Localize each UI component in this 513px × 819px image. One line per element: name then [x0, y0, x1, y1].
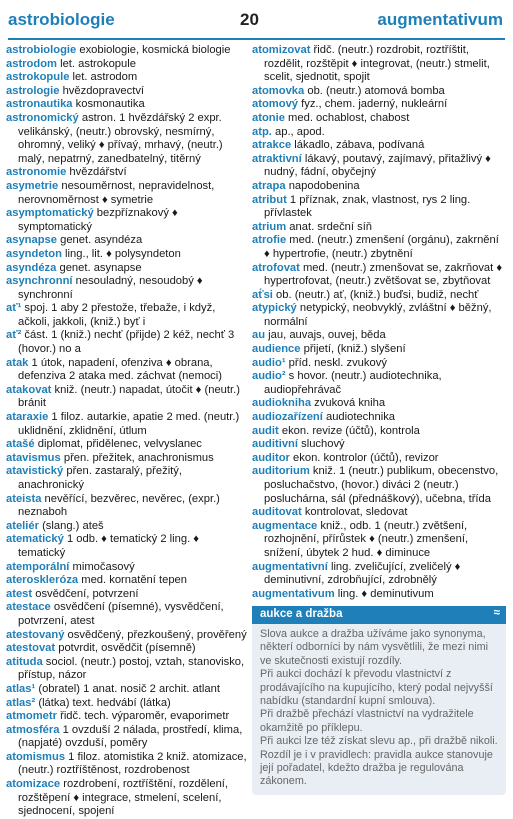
- dictionary-entry: [252, 370, 506, 397]
- dictionary-entry: [6, 724, 248, 751]
- entry-headword: auditovat: [252, 506, 302, 519]
- entry-definition: ekon. revize (účtů), kontrola: [278, 424, 420, 437]
- entry-headword: atemporální: [6, 560, 70, 573]
- dictionary-entry: [252, 221, 506, 235]
- entry-headword: augmentativní: [252, 560, 328, 573]
- entry-definition: spoj. 1 aby 2 přestože, třebaže, i když, ačkoli, jakkoli, (kniž.) byť i: [18, 302, 216, 328]
- dictionary-entry: [252, 44, 506, 85]
- entry-definition: let. astrodom: [69, 71, 138, 84]
- usage-note-paragraph: Při dražbě přechází vlastnictví na vydražitele okamžitě po příklepu.: [260, 708, 474, 734]
- dictionary-entry: [252, 85, 506, 99]
- entry-definition: mimočasový: [69, 560, 135, 573]
- entry-definition: genet. asynapse: [56, 261, 142, 274]
- dictionary-entry: [6, 574, 248, 588]
- entry-headword: auditor: [252, 451, 290, 464]
- dictionary-entry: [6, 778, 248, 819]
- usage-note-title: [252, 606, 506, 624]
- dictionary-entry: [252, 452, 506, 466]
- dictionary-entry: [252, 329, 506, 343]
- dictionary-entry: [6, 302, 248, 329]
- entry-headword: audience: [252, 343, 301, 356]
- dictionary-entry: [252, 425, 506, 439]
- dictionary-entry: [6, 493, 248, 520]
- dictionary-entry: [6, 166, 248, 180]
- entry-definition: let. astrokopule: [56, 57, 136, 70]
- entry-definition: diplomat, přidělenec, velvyslanec: [34, 438, 202, 451]
- entry-headword: atrium: [252, 220, 287, 233]
- entry-headword: asymetrie: [6, 179, 59, 192]
- entry-definition: osvědčení (písemné), vysvědčení, potvrzení, atest: [18, 601, 224, 627]
- entry-definition: genet. asyndéza: [57, 234, 143, 247]
- entry-definition: přen. zastaralý, přežitý, anachronický: [18, 465, 182, 491]
- dictionary-entry: [252, 139, 506, 153]
- dictionary-entry: [6, 588, 248, 602]
- entry-definition: (slang.) ateš: [38, 519, 104, 532]
- entry-definition: nesouměrnost, nepravidelnost, nerovnoměrnost ♦ symetrie: [18, 179, 215, 206]
- dictionary-entry: [252, 465, 506, 506]
- page-number: 20: [240, 10, 259, 29]
- approx-icon: ≈: [493, 607, 500, 620]
- usage-note-title-text: aukce a dražba: [260, 608, 343, 621]
- entry-headword: asyndeton: [6, 247, 62, 260]
- entry-definition: zvuková kniha: [311, 397, 386, 410]
- entry-definition: kosmonautika: [72, 98, 145, 111]
- dictionary-entry: [6, 85, 248, 99]
- dictionary-entry: [6, 71, 248, 85]
- entry-definition: fyz., chem. jaderný, nukleární: [298, 98, 448, 111]
- entry-headword: atestovaný: [6, 628, 65, 641]
- dictionary-entry: [252, 262, 506, 289]
- entry-definition: lákavý, poutavý, zajímavý, přitažlivý ♦ nudný, fádní, obyčejný: [264, 152, 491, 179]
- entry-headword: atrakce: [252, 139, 292, 152]
- entry-headword: asynchronní: [6, 275, 73, 288]
- entry-definition: ob. (neutr.) ať, (kniž.) buďsi, budiž, nechť: [272, 288, 479, 301]
- dictionary-entry: [252, 357, 506, 371]
- entry-headword: auditivní: [252, 438, 298, 451]
- dictionary-entry: [252, 112, 506, 126]
- entry-definition: kniž., odb. 1 (neutr.) zvětšení, rozhojnění, přírůstek ♦ (neutr.) zmenšení, snížení, úbytek 2 hud. ♦ diminuce: [264, 519, 469, 559]
- entry-definition: řidč. (neutr.) rozdrobit, roztříštit, rozdělit, rozštěpit ♦ integrovat, (neutr.) stmelit, scelit, sjednotit, spojit: [264, 44, 490, 84]
- dictionary-entry: [6, 465, 248, 492]
- entry-headword: atavistický: [6, 465, 64, 478]
- entry-definition: hvězdářství: [66, 166, 127, 179]
- entry-definition: sociol. (neutr.) postoj, vztah, stanovisko, přístup, názor: [18, 655, 245, 682]
- dictionary-entry: [6, 357, 248, 384]
- dictionary-entry: [6, 751, 248, 778]
- entry-definition: příd. neskl. zvukový: [285, 356, 387, 369]
- entry-definition: ling., lit. ♦ polysyndeton: [61, 247, 181, 260]
- entry-headword: audiokniha: [252, 397, 312, 410]
- dictionary-entry: [252, 411, 506, 425]
- entry-headword: audio²: [252, 370, 286, 383]
- entry-headword: astronautika: [6, 98, 73, 111]
- dictionary-entry: [6, 234, 248, 248]
- dictionary-entry: [252, 561, 506, 588]
- dictionary-entry: [6, 629, 248, 643]
- dictionary-entry: [6, 112, 248, 166]
- dictionary-entry: [6, 262, 248, 276]
- dictionary-entry: [6, 384, 248, 411]
- dictionary-entry: [252, 588, 506, 602]
- entry-definition: bezpříznakový ♦ symptomatický: [18, 207, 178, 233]
- dictionary-entry: [6, 411, 248, 438]
- entry-headword: atakovat: [6, 383, 52, 396]
- entry-definition: potvrdit, osvědčit (písemně): [55, 642, 196, 655]
- dictionary-entry: [6, 329, 248, 356]
- entry-definition: kniž. 1 (neutr.) publikum, obecenstvo, posluchačstvo, (hovor.) diváci 2 (neutr.) posluchárna, sál (přednáškový), učebna, třída: [264, 465, 499, 505]
- entry-headword: atak: [6, 356, 29, 369]
- entry-definition: ekon. kontrolor (účtů), revizor: [289, 451, 439, 464]
- entry-definition: (obratel) 1 anat. nosič 2 archit. atlant: [35, 682, 220, 695]
- entry-headword: astronomický: [6, 111, 79, 124]
- entry-definition: 1 filoz. autarkie, apatie 2 med. (neutr.) uklidnění, zklidnění, útlum: [18, 411, 240, 437]
- entry-headword: atypický: [252, 302, 297, 315]
- entry-headword: atomismus: [6, 750, 66, 763]
- entry-headword: atrapa: [252, 179, 286, 192]
- entry-definition: med. (neutr.) zmenšení (orgánu), zakrnění ♦ hypertrofie, (neutr.) zbytnění: [264, 234, 499, 260]
- entry-headword: atest: [6, 587, 33, 600]
- dictionary-entry: [252, 289, 506, 303]
- header-last-headword: augmentativum: [377, 10, 503, 29]
- entry-headword: atraktivní: [252, 152, 302, 165]
- entry-headword: atmometr: [6, 710, 57, 723]
- entry-definition: hvězdopravectví: [59, 84, 145, 97]
- entry-definition: ob. (neutr.) atomová bomba: [304, 84, 445, 97]
- entry-headword: ať²: [6, 329, 22, 342]
- entry-definition: rozdrobení, roztříštění, rozdělení, rozštěpení ♦ integrace, stmelení, scelení, sjednocení, spojení: [18, 778, 229, 818]
- entry-definition: nevěřící, bezvěrec, nevěrec, (expr.) neznaboh: [18, 492, 220, 519]
- dictionary-entry: [252, 98, 506, 112]
- dictionary-entry: [6, 710, 248, 724]
- dictionary-entry: [252, 302, 506, 329]
- entry-headword: atašé: [6, 438, 35, 451]
- entry-headword: atomizace: [6, 778, 61, 791]
- dictionary-entry: [6, 601, 248, 628]
- entry-headword: atlas²: [6, 696, 36, 709]
- entry-headword: atp.: [252, 125, 272, 138]
- entry-headword: astrobiologie: [6, 44, 77, 56]
- entry-headword: augmentativum: [252, 587, 335, 600]
- entry-headword: ať́si: [252, 288, 273, 301]
- usage-note-paragraph: Slova aukce a dražba užíváme jako synonyma, některí odborníci by nám vysvětlili, že mezi nimi ve skutečnosti existují rozdíly.: [260, 627, 489, 667]
- entry-definition: med. kornatění tepen: [78, 574, 187, 587]
- entry-definition: přijetí, (kniž.) slyšení: [300, 343, 406, 356]
- usage-note-paragraph: Při aukci lze též získat slevu ap., při dražbě nikoli. Rozdíl je i v pravidlech: pravidla aukce stanovuje její pořadatel, kdežto dražba je regulována zákonem.: [260, 735, 498, 788]
- entry-headword: atribut: [252, 193, 287, 206]
- entry-headword: astrologie: [6, 84, 60, 97]
- entry-definition: 1 odb. ♦ tematický 2 ling. ♦ tematický: [18, 533, 200, 559]
- entry-headword: astrokopule: [6, 71, 70, 84]
- entry-headword: audio¹: [252, 356, 286, 369]
- entry-definition: jau, auvajs, ouvej, běda: [265, 329, 386, 342]
- dictionary-entry: [252, 520, 506, 561]
- dictionary-entry: [6, 697, 248, 711]
- dictionary-entry: [6, 44, 248, 58]
- entry-definition: 1 ovzduší 2 nálada, prostředí, klima, (napjaté) ovzduší, poměry: [18, 723, 243, 750]
- dictionary-entry: [6, 248, 248, 262]
- entry-headword: atrofovat: [252, 261, 300, 274]
- dictionary-entry: [6, 98, 248, 112]
- entry-headword: audiozařízení: [252, 411, 323, 424]
- usage-note-box: [252, 606, 506, 794]
- entry-headword: asynapse: [6, 234, 57, 247]
- entry-headword: atomovka: [252, 84, 305, 97]
- entry-definition: anat. srdeční síň: [286, 220, 373, 233]
- dictionary-entry: [6, 452, 248, 466]
- dictionary-entry: [6, 275, 248, 302]
- entry-definition: nesouladný, nesoudobý ♦ synchronní: [18, 275, 203, 301]
- entry-headword: ateista: [6, 492, 42, 505]
- entry-headword: atrofie: [252, 234, 287, 247]
- entry-definition: netypický, neobvyklý, zvláštní ♦ běžný, normální: [264, 302, 492, 328]
- entry-definition: (látka) text. hedvábí (látka): [35, 696, 171, 709]
- entry-headword: au: [252, 329, 266, 342]
- page-header: [0, 0, 513, 40]
- dictionary-entry: [252, 397, 506, 411]
- entry-headword: astrodom: [6, 57, 57, 70]
- entry-definition: med. (neutr.) zmenšovat se, zakrňovat ♦ hypertrofovat, (neutr.) zvětšovat se, zbytňovat: [264, 261, 503, 288]
- right-column: [252, 44, 506, 795]
- dictionary-entry: [6, 58, 248, 72]
- entry-definition: 1 filoz. atomistika 2 kniž. atomizace, (neutr.) roztříštěnost, rozdrobenost: [18, 750, 247, 777]
- entry-definition: ap., apod.: [271, 125, 325, 138]
- entry-definition: sluchový: [298, 438, 345, 451]
- dictionary-entry: [6, 656, 248, 683]
- entry-headword: audit: [252, 424, 279, 437]
- header-first-headword: astrobiologie: [8, 10, 115, 29]
- entry-definition: lákadlo, zábava, podívaná: [291, 139, 425, 152]
- usage-note-paragraph: Při aukci dochází k převodu vlastnictví z prodávajícího na kupujícího, který podal nejvyšší nabídku (standardní kupní smlouva).: [260, 668, 493, 707]
- entry-definition: ling. ♦ deminutivum: [334, 587, 434, 600]
- entry-definition: část. 1 (kniž.) nechť (přijde) 2 kéž, nechť 3 (hovor.) no a: [18, 329, 235, 356]
- entry-headword: atlas¹: [6, 682, 36, 695]
- dictionary-entry: [252, 180, 506, 194]
- left-column: [6, 44, 248, 819]
- entry-headword: atonie: [252, 111, 285, 124]
- dictionary-entry: [252, 234, 506, 261]
- entry-definition: s hovor. (neutr.) audiotechnika, audiopřehrávač: [264, 370, 442, 396]
- entry-headword: asymptomatický: [6, 207, 94, 220]
- dictionary-entry: [6, 207, 248, 234]
- dictionary-entry: [252, 438, 506, 452]
- entry-definition: med. ochablost, chabost: [284, 111, 410, 124]
- entry-headword: augmentace: [252, 519, 318, 532]
- entry-definition: kniž. (neutr.) napadat, útočit ♦ (neutr.) bránit: [18, 383, 240, 410]
- dictionary-entry: [6, 520, 248, 534]
- entry-headword: atmosféra: [6, 723, 60, 736]
- entry-headword: atestovat: [6, 642, 56, 655]
- entry-headword: ateliér: [6, 519, 39, 532]
- entry-headword: astronomie: [6, 166, 67, 179]
- entry-headword: auditorium: [252, 465, 310, 478]
- entry-headword: atomizovat: [252, 44, 311, 56]
- entry-definition: astron. 1 hvězdářský 2 expr. velikánský, (neutr.) obrovský, nesmírný, ohromný, veliký ♦ přívaý, mrhavý, (neutr.) malý, nepatrný, zanedbatelný, titěrný: [18, 111, 223, 165]
- entry-definition: 1 útok, napadení, ofenziva ♦ obrana, defenziva 2 ataka med. záchvat (nemoci): [18, 356, 222, 383]
- entry-headword: atomový: [252, 98, 299, 111]
- dictionary-entry: [252, 194, 506, 221]
- dictionary-entry: [6, 642, 248, 656]
- entry-definition: exobiologie, kosmická biologie: [76, 44, 231, 56]
- entry-headword: ať¹: [6, 302, 22, 315]
- header-rule: [8, 38, 505, 40]
- entry-headword: ateroskleróza: [6, 574, 79, 587]
- dictionary-entry: [252, 126, 506, 140]
- entry-headword: ataraxie: [6, 411, 49, 424]
- dictionary-entry: [6, 180, 248, 207]
- entry-headword: atematický: [6, 533, 64, 546]
- entry-definition: kontrolovat, sledovat: [301, 506, 408, 519]
- entry-definition: osvědčený, přezkoušený, prověřený: [64, 628, 247, 641]
- dictionary-entry: [6, 533, 248, 560]
- dictionary-entry: [252, 153, 506, 180]
- entry-definition: ling. zveličující, zveličelý ♦ deminutivní, zdrobňující, zdrobnělý: [264, 560, 461, 587]
- entry-definition: audiotechnika: [322, 411, 396, 424]
- dictionary-entry: [252, 343, 506, 357]
- entry-headword: atestace: [6, 601, 51, 614]
- entry-definition: řidč. tech. výparoměr, evaporimetr: [56, 710, 230, 723]
- entry-headword: asyndéza: [6, 261, 57, 274]
- entry-definition: napodobenina: [285, 179, 360, 192]
- dictionary-entry: [6, 561, 248, 575]
- usage-note-body: [252, 624, 506, 795]
- dictionary-entry: [6, 438, 248, 452]
- entry-definition: přen. přežitek, anachronismus: [60, 451, 214, 464]
- entry-definition: osvědčení, potvrzení: [32, 587, 139, 600]
- dictionary-entry: [252, 506, 506, 520]
- entry-headword: atavismus: [6, 451, 61, 464]
- dictionary-entry: [6, 683, 248, 697]
- entry-definition: 1 příznak, znak, vlastnost, rys 2 ling. přívlastek: [264, 193, 471, 220]
- entry-headword: atituda: [6, 655, 43, 668]
